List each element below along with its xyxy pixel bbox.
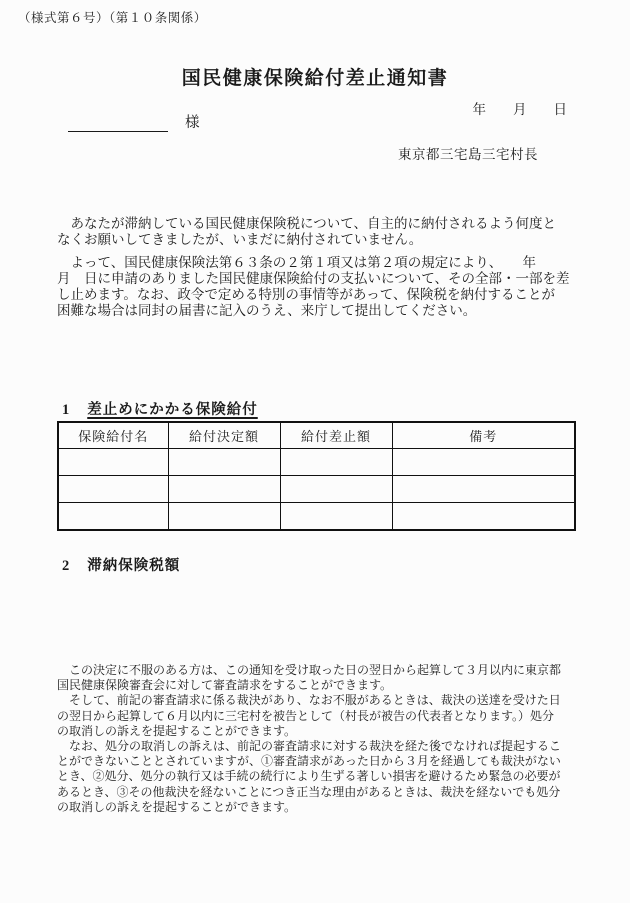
table-cell <box>58 449 168 476</box>
appeal-line: そして、前記の審査請求に係る裁決があり、なお不服があるときは、裁決の送達を受けた日 <box>57 693 561 708</box>
table-cell <box>280 476 392 503</box>
benefits-suspension-table <box>57 421 576 531</box>
table-row <box>58 503 575 531</box>
appeal-line: とき、②処分、処分の執行又は手続の続行により生ずる著しい損害を避けるため緊急の必要が <box>57 769 561 784</box>
table-cell <box>392 503 575 531</box>
notice-body <box>57 216 577 326</box>
table-row <box>58 476 575 503</box>
body-line: し止めます。なお、政令で定める特別の事情等があって、保険税を納付することが <box>57 287 556 302</box>
recipient-name-underline <box>68 117 168 132</box>
appeal-line: あるとき、③その他裁決を経ないことにつき正当な理由があるときは、裁決を経ないでも処分 <box>57 784 561 799</box>
table-cell <box>58 503 168 531</box>
table-header-suspended-amount: 給付差止額 <box>280 422 392 449</box>
table-header-remarks: 備考 <box>392 422 575 449</box>
appeal-line: なお、処分の取消しの訴えは、前記の審査請求に対する裁決を経た後でなければ提起するこ <box>57 739 562 754</box>
appeal-line: の取消しの訴えを提起することができます。 <box>57 799 297 814</box>
form-number-label: （様式第６号）（第１０条関係） <box>18 11 207 25</box>
appeal-line: の翌日から起算して６月以内に三宅村を被告として（村長が被告の代表者となります。）処分 <box>57 708 555 723</box>
body-line: 困難な場合は同封の届書に記入のうえ、来庁して提出してください。 <box>57 303 477 318</box>
table-cell <box>280 503 392 531</box>
table-cell <box>280 449 392 476</box>
section-1-title: 差止めにかかる保険給付 <box>87 402 258 418</box>
appeal-rights-notice <box>57 663 572 815</box>
section-2-number: 2 <box>62 558 71 574</box>
document-title: 国民健康保険給付差止通知書 <box>181 68 449 89</box>
body-line: よって、国民健康保険法第６３条の２第１項又は第２項の規定により、 年 <box>57 255 536 270</box>
section-2-title: 滞納保険税額 <box>87 558 181 574</box>
body-paragraph-2 <box>57 255 577 319</box>
table-header-row <box>58 422 575 449</box>
table-cell <box>392 476 575 503</box>
section-1-heading <box>62 398 258 419</box>
table-cell <box>58 476 168 503</box>
body-line: あなたが滞納している国民健康保険税について、自主的に納付されるよう何度と <box>57 216 556 231</box>
issuer-name: 東京都三宅島三宅村長 <box>398 147 538 162</box>
recipient-line <box>68 111 200 132</box>
body-line: なくお願いしてきましたが、いまだに納付されていません。 <box>57 232 423 247</box>
appeal-line: この決定に不服のある方は、この通知を受け取った日の翌日から起算して３月以内に東京都 <box>57 663 562 677</box>
section-1-number: 1 <box>62 402 71 418</box>
table-header-decided-amount: 給付決定額 <box>168 422 280 449</box>
body-paragraph-1 <box>57 216 577 248</box>
table-cell <box>168 449 280 476</box>
appeal-line: の取消しの訴えを提起することができます。 <box>57 723 297 738</box>
appeal-line: 国民健康保険審査会に対して審査請求をすることができます。 <box>57 678 393 693</box>
table-cell <box>168 503 280 531</box>
body-line: 月 日に申請のありました国民健康保険給付の支払いについて、その全部・一部を差 <box>57 271 570 286</box>
appeal-line: とができないこととされていますが、①審査請求があった日から３月を経過しても裁決がない <box>57 754 561 769</box>
table-header-benefit-name: 保険給付名 <box>58 422 168 449</box>
section-2-heading <box>62 554 180 575</box>
recipient-honorific: 様 <box>185 115 200 131</box>
issue-date-line: 年 月 日 <box>472 102 567 117</box>
table-row <box>58 449 575 476</box>
table-cell <box>392 449 575 476</box>
table-cell <box>168 476 280 503</box>
